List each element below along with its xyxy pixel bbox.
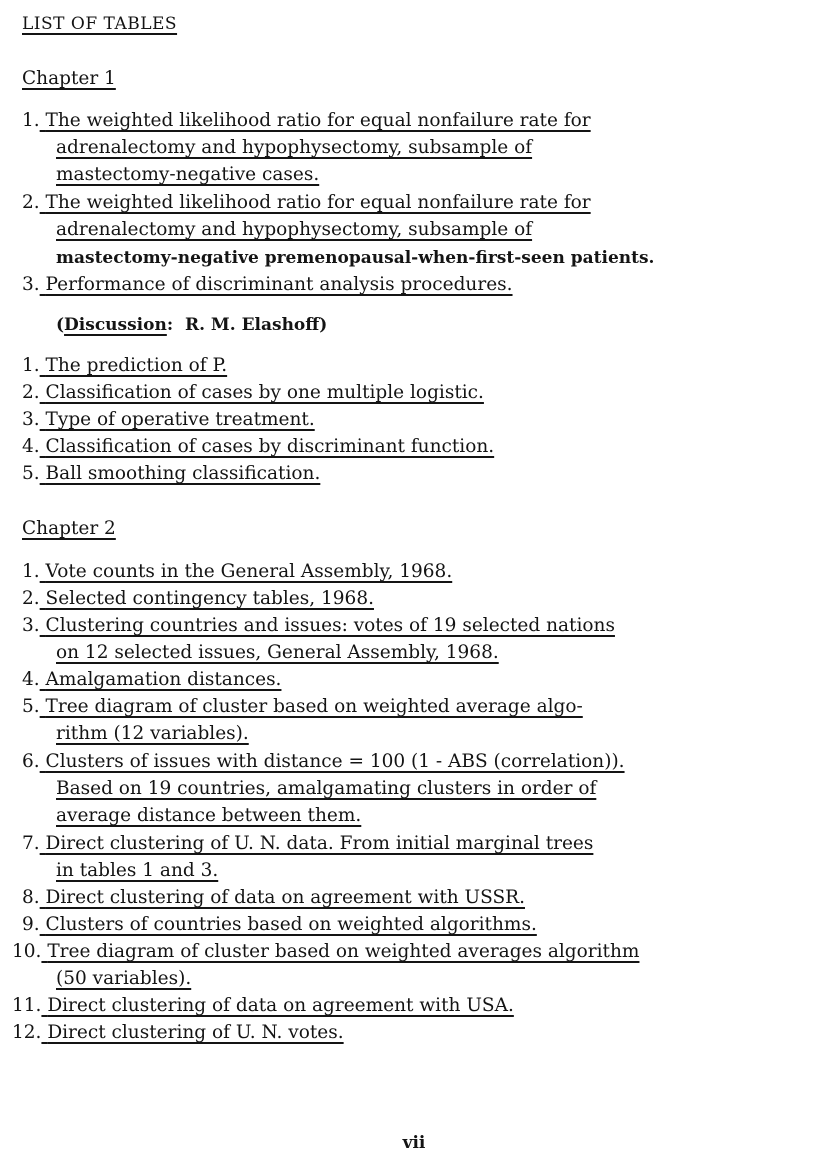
list-item: 1. The prediction of P. xyxy=(22,355,228,376)
list-item-continuation: adrenalectomy and hypophysectomy, subsample of xyxy=(56,219,533,240)
list-item-continuation: in tables 1 and 3. xyxy=(56,860,219,881)
list-item-continuation: mastectomy-negative premenopausal-when-first-seen patients. xyxy=(56,248,655,268)
list-item: 2. Classification of cases by one multiple logistic. xyxy=(22,382,484,403)
list-item: 3. Clustering countries and issues: votes of 19 selected nations xyxy=(22,615,615,636)
list-item: 8. Direct clustering of data on agreement with USSR. xyxy=(22,887,525,908)
list-item: 4. Amalgamation distances. xyxy=(22,669,282,690)
list-item: 9. Clusters of countries based on weighted algorithms. xyxy=(22,914,537,935)
list-item-continuation: average distance between them. xyxy=(56,805,362,826)
discussion-label: Discussion xyxy=(64,315,167,335)
list-item-continuation: on 12 selected issues, General Assembly, 1968. xyxy=(56,642,499,663)
list-item: 5. Ball smoothing classification. xyxy=(22,463,321,484)
list-item: 3. Type of operative treatment. xyxy=(22,409,315,430)
list-item: 1. The weighted likelihood ratio for equal nonfailure rate for xyxy=(22,110,591,131)
discussion-line: (Discussion: R. M. Elashoff) xyxy=(56,315,328,335)
list-item-continuation: Based on 19 countries, amalgamating clusters in order of xyxy=(56,778,597,799)
list-item: 2. The weighted likelihood ratio for equal nonfailure rate for xyxy=(22,192,591,213)
list-item: 2. Selected contingency tables, 1968. xyxy=(22,588,374,609)
page-heading: LIST OF TABLES xyxy=(22,14,178,34)
chapter-2-title: Chapter 2 xyxy=(22,518,116,539)
list-item: 11. Direct clustering of data on agreement with USA. xyxy=(12,995,514,1016)
list-item-continuation: rithm (12 variables). xyxy=(56,723,249,744)
list-item: 3. Performance of discriminant analysis procedures. xyxy=(22,274,513,295)
list-item-continuation: mastectomy-negative cases. xyxy=(56,164,320,185)
list-item: 5. Tree diagram of cluster based on weighted average algo- xyxy=(22,696,583,717)
list-item: 4. Classification of cases by discriminant function. xyxy=(22,436,495,457)
list-item-continuation: adrenalectomy and hypophysectomy, subsample of xyxy=(56,137,533,158)
list-item-continuation: (50 variables). xyxy=(56,968,192,989)
discussion-author: R. M. Elashoff xyxy=(184,315,320,335)
list-item: 1. Vote counts in the General Assembly, 1968. xyxy=(22,561,453,582)
list-item: 6. Clusters of issues with distance = 100 (1 - ABS (correlation)). xyxy=(22,751,625,772)
list-item: 12. Direct clustering of U. N. votes. xyxy=(12,1022,344,1043)
list-item: 10. Tree diagram of cluster based on weighted averages algorithm xyxy=(12,941,640,962)
list-item: 7. Direct clustering of U. N. data. From initial marginal trees xyxy=(22,833,594,854)
page-number: vii xyxy=(402,1133,426,1153)
chapter-1-title: Chapter 1 xyxy=(22,68,116,89)
